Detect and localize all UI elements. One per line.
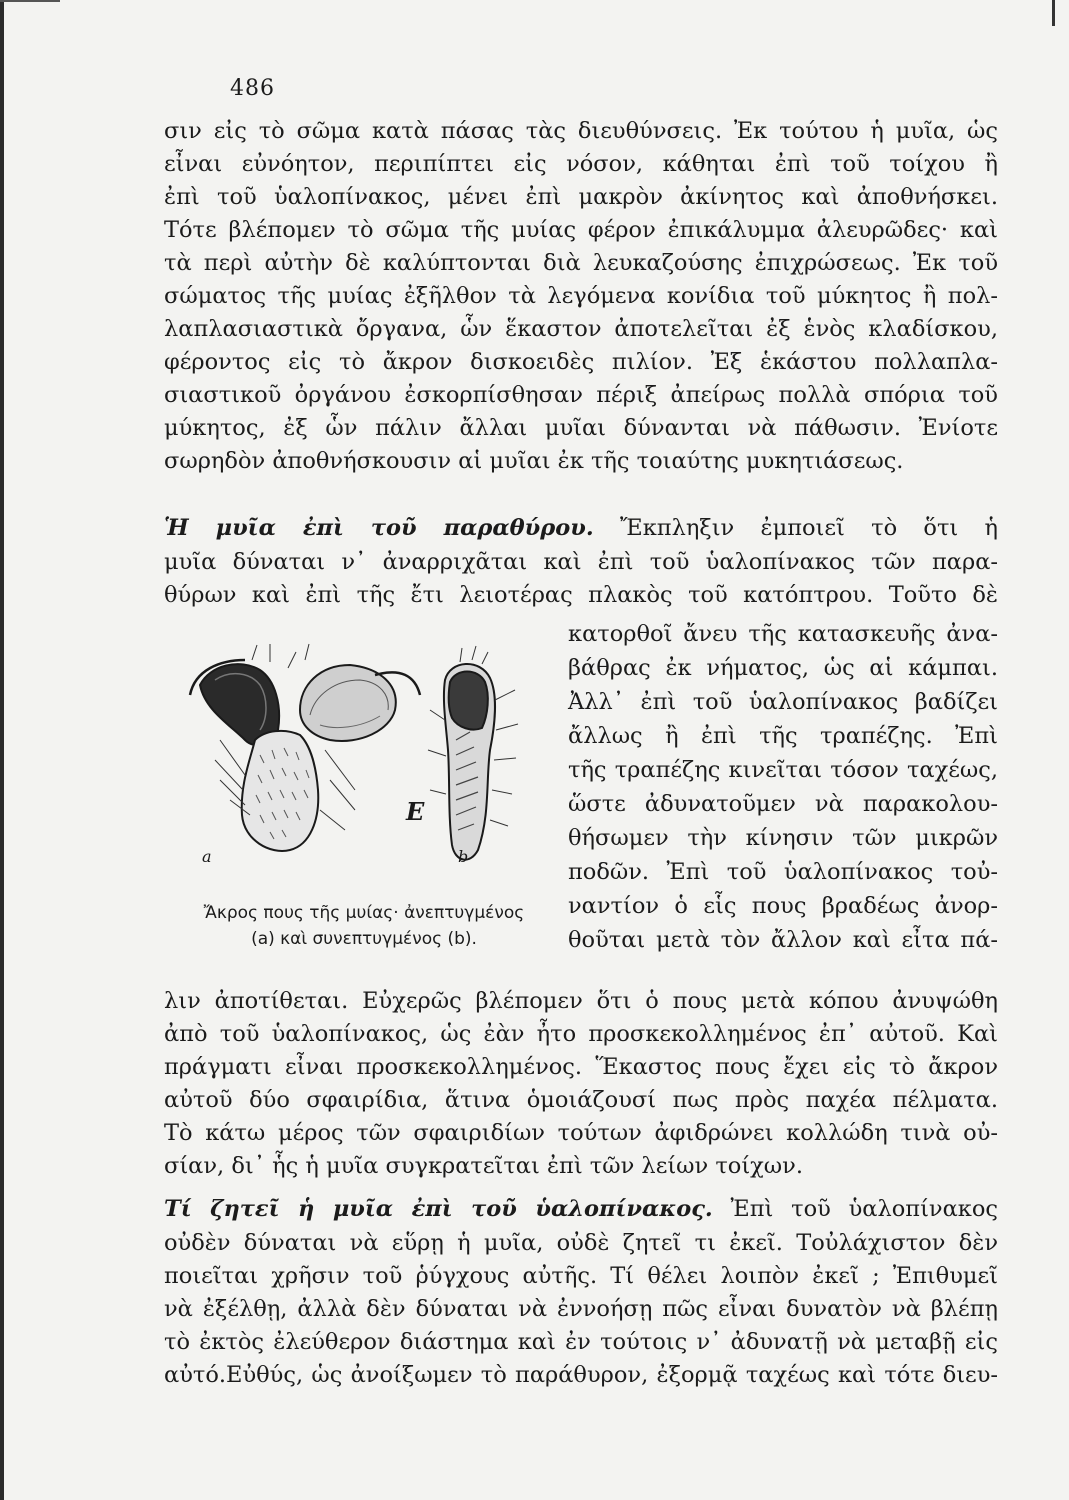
text-line: ποδῶν. Ἐπὶ τοῦ ὑαλοπίνακος τοὐ- xyxy=(568,859,998,885)
scan-edge-left xyxy=(0,0,4,1500)
text-line: κατορθοῖ ἄνευ τῆς κατασκευῆς ἀνα- xyxy=(568,621,998,647)
text-line: Ἀλλ᾽ ἐπὶ τοῦ ὑαλοπίνακος βαδίζει xyxy=(568,689,998,715)
section-heading: Ἡ μυῖα ἐπὶ τοῦ παραθύρου. xyxy=(164,515,594,541)
text-line: ἄλλως ἢ ἐπὶ τῆς τραπέζης. Ἐπὶ xyxy=(568,723,998,749)
figure-caption-line: (a) καὶ συνεπτυγμένος (b). xyxy=(251,929,477,949)
text-line: οὐδὲν δύναται νὰ εὕρῃ ἡ μυῖα, οὐδὲ ζητεῖ τι ἐκεῖ. Τοὐλάχιστον δὲν xyxy=(164,1230,998,1256)
fly-foot-illustration xyxy=(160,640,560,870)
text-line: λιν ἀποτίθεται. Εὐχερῶς βλέπομεν ὅτι ὁ πους μετὰ κόπου ἀνυψώθη xyxy=(164,988,998,1014)
text-line: σώματος τῆς μυίας ἐξῆλθον τὰ λεγόμενα κονίδια τοῦ μύκητος ἢ πολ- xyxy=(164,283,998,309)
scan-edge-right xyxy=(1052,0,1055,26)
text-line: σωρηδὸν ἀποθνήσκουσιν αἱ μυῖαι ἐκ τῆς τοιαύτης μυκητιάσεως. xyxy=(164,448,904,474)
text-line: φέροντος εἰς τὸ ἄκρον δισκοειδὲς πιλίον. Ἐξ ἑκάστου πολλαπλα- xyxy=(164,349,998,375)
section-heading: Τί ζητεῖ ἡ μυῖα ἐπὶ τοῦ ὑαλοπίνακος. xyxy=(164,1196,713,1222)
text-line: πράγματι εἶναι προσκεκολλημένος. Ἕκαστος πους ἔχει εἰς τὸ ἄκρον xyxy=(164,1054,998,1080)
text-line: νὰ ἐξέλθῃ, ἀλλὰ δὲν δύναται νὰ ἐννοήσῃ πῶς εἶναι δυνατὸν νὰ βλέπῃ xyxy=(164,1296,998,1322)
section-heading-line xyxy=(164,1193,998,1226)
text-line: αὐτοῦ δύο σφαιρίδια, ἅτινα ὁμοιάζουσί πως πρὸς παχέα πέλματα. xyxy=(164,1087,998,1113)
text-line: θήσωμεν τὴν κίνησιν τῶν μικρῶν xyxy=(568,825,998,851)
text-line: αὐτό.Εὐθύς, ὡς ἀνοίξωμεν τὸ παράθυρον, ἐξορμᾷ ταχέως καὶ τότε διευ- xyxy=(164,1362,998,1388)
figure-label-E: E xyxy=(406,797,425,826)
foot-b-folded xyxy=(428,646,518,860)
text-line: ἀπὸ τοῦ ὑαλοπίνακος, ὡς ἐὰν ἦτο προσκεκολλημένος ἐπ᾽ αὐτοῦ. Καὶ xyxy=(164,1021,998,1047)
text-line: τὰ περὶ αὐτὴν δὲ καλύπτονται διὰ λευκαζούσης ἐπιχρώσεως. Ἐκ τοῦ xyxy=(164,250,998,276)
scan-edge-top xyxy=(0,0,60,2)
figure-caption-line: Ἄκρος πους τῆς μυίας· ἀνεπτυγμένος xyxy=(203,903,525,923)
text-line: μυῖα δύναται ν᾽ ἀναρριχᾶται καὶ ἐπὶ τοῦ ὑαλοπίνακος τῶν παρα- xyxy=(164,549,998,575)
text-line: εἶναι εὐνόητον, περιπίπτει εἰς νόσον, κάθηται ἐπὶ τοῦ τοίχου ἢ xyxy=(164,151,998,177)
foot-a-spread xyxy=(190,644,420,851)
text-line: ἐπὶ τοῦ ὑαλοπίνακος, μένει ἐπὶ μακρὸν ἀκίνητος καὶ ἀποθνήσκει. xyxy=(164,184,998,210)
section-heading-line xyxy=(164,512,998,545)
text-line: σίαν, δι᾽ ἧς ἡ μυῖα συγκρατεῖται ἐπὶ τῶν λείων τοίχων. xyxy=(164,1153,803,1179)
fly-foot-drawing xyxy=(160,640,560,870)
text-line: θύρων καὶ ἐπὶ τῆς ἔτι λειοτέρας πλακὸς τοῦ κατόπτρου. Τοῦτο δὲ xyxy=(164,582,998,608)
text-line: σιαστικοῦ ὀργάνου ἐσκορπίσθησαν πέριξ ἀπείρως πολλὰ σπόρια τοῦ xyxy=(164,382,998,408)
text-line: θοῦται μετὰ τὸν ἄλλον καὶ εἶτα πά- xyxy=(568,927,998,953)
text-line: λαπλασιαστικὰ ὄργανα, ὧν ἕκαστον ἀποτελεῖται ἐξ ἑνὸς κλαδίσκου, xyxy=(164,316,998,342)
text-line: τῆς τραπέζης κινεῖται τόσον ταχέως, xyxy=(568,757,998,783)
text-line: μύκητος, ἐξ ὧν πάλιν ἄλλαι μυῖαι δύνανται νὰ πάθωσιν. Ἐνίοτε xyxy=(164,415,998,441)
text-line: ποιεῖται χρῆσιν τοῦ ῥύγχους αὐτῆς. Τί θέλει λοιπὸν ἐκεῖ ; Ἐπιθυμεῖ xyxy=(164,1263,998,1289)
text-line: βάθρας ἐκ νήματος, ὡς αἱ κάμπαι. xyxy=(568,655,998,681)
text-line: ναντίον ὁ εἷς πους βραδέως ἀνορ- xyxy=(568,893,998,919)
text-line-rest: Ἐπὶ τοῦ ὑαλοπίνακος xyxy=(730,1196,998,1222)
text-line: Τότε βλέπομεν τὸ σῶμα τῆς μυίας φέρον ἐπικάλυμμα ἀλευρῶδες· καὶ xyxy=(164,217,998,243)
text-line-rest: Ἔκπληξιν ἐμποιεῖ τὸ ὅτι ἡ xyxy=(620,515,999,541)
figure-label-a: a xyxy=(202,847,212,866)
text-line: σιν εἰς τὸ σῶμα κατὰ πάσας τὰς διευθύνσεις. Ἐκ τούτου ἡ μυῖα, ὡς xyxy=(164,118,998,144)
text-line: τὸ ἐκτὸς ἐλεύθερον διάστημα καὶ ἐν τούτοις ν᾽ ἀδυνατῇ νὰ μεταβῇ εἰς xyxy=(164,1329,998,1355)
text-line: Τὸ κάτω μέρος τῶν σφαιριδίων τούτων ἀφιδρώνει κολλώδη τινὰ οὐ- xyxy=(164,1120,998,1146)
figure-label-b: b xyxy=(458,847,469,866)
text-line: ὥστε ἀδυνατοῦμεν νὰ παρακολου- xyxy=(568,791,998,817)
page-number: 486 xyxy=(230,76,275,101)
